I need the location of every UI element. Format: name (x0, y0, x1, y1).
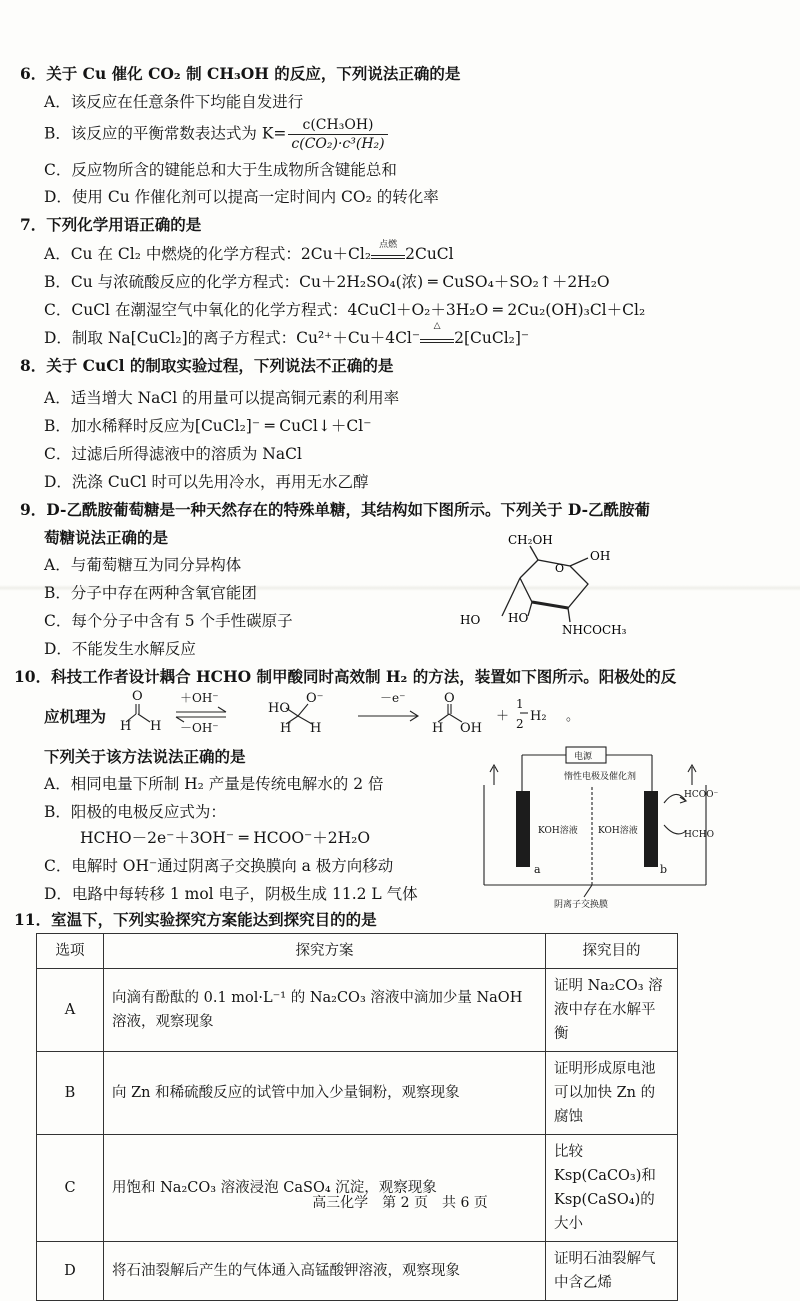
q9-molecule-structure (450, 530, 690, 650)
mech-o-minus: O⁻ (306, 691, 324, 706)
q7-stem: 7．下列化学用语正确的是 (20, 215, 202, 234)
header-aim: 探究目的 (546, 934, 678, 969)
table-row (37, 1135, 678, 1242)
q10-option-b-equation: HCHO－2e⁻＋3OH⁻ ═ HCOO⁻＋2H₂O (80, 829, 371, 847)
q10-option-a: A．相同电量下所制 H₂ 产量是传统电解水的 2 倍 (44, 775, 384, 793)
q11-stem: 11．室温下，下列实验探究方案能达到探究目的的是 (14, 910, 377, 929)
row-a-aim: 证明 Na₂CO₃ 溶液中存在水解平衡 (546, 969, 678, 1052)
q7-d-products: 2[CuCl₂]⁻ (454, 329, 530, 347)
mech-h-1b: H (150, 719, 162, 734)
q10-electrolysis-device (480, 745, 720, 910)
mech-oh-3: OH (460, 721, 482, 736)
q9-nhcoch3-label: NHCOCH₃ (562, 623, 627, 637)
q7-d-condition: △ (433, 321, 441, 331)
electrode-b (644, 791, 658, 867)
row-a-option: A (37, 969, 104, 1052)
page-footer: 高三化学 第 2 页 共 6 页 (312, 1195, 488, 1211)
electrode-a-label: a (534, 863, 541, 876)
q11-experiment-table (36, 933, 678, 1301)
table-row (37, 969, 678, 1052)
q7-option-a (44, 242, 454, 264)
q6-k-fraction (288, 117, 387, 152)
mech-plus: ＋ (496, 709, 510, 724)
q6-k-denominator: c(CO₂)·c³(H₂) (291, 136, 385, 152)
row-b-option: B (37, 1052, 104, 1135)
q6-k-numerator: c(CH₃OH) (288, 117, 387, 135)
mech-o-1: O (132, 689, 143, 704)
q10-option-b: B．阳极的电极反应式为： (44, 803, 226, 821)
q10-option-c: C．电解时 OH⁻通过阴离子交换膜向 a 极方向移动 (44, 857, 394, 875)
mech-h-3: H (432, 721, 444, 736)
q7-option-d (44, 321, 530, 348)
mech-h-1a: H (120, 719, 132, 734)
table-row (37, 1052, 678, 1135)
table-header-row (37, 934, 678, 969)
q9-option-b: B．分子中存在两种含氧官能团 (44, 584, 257, 602)
q9-stem-line1: 9．D-乙酰胺葡萄糖是一种天然存在的特殊单糖，其结构如下图所示。下列关于 D-乙酰胺葡 (20, 500, 651, 519)
q7-d-reactants: D．制取 Na[CuCl₂]的离子方程式：Cu²⁺＋Cu＋4Cl⁻ (44, 329, 421, 347)
mech-minus-oh: －OH⁻ (180, 721, 219, 735)
q6-option-d: D．使用 Cu 作催化剂可以提高一定时间内 CO₂ 的转化率 (44, 188, 439, 206)
q10-mechanism-label: 应机理为 (44, 707, 107, 726)
electrode-a (516, 791, 530, 867)
mech-h2: H₂ (530, 709, 547, 724)
q7-a-arrow (371, 240, 405, 259)
q6-option-b-prefix: B．该反应的平衡常数表达式为 K= (44, 124, 287, 143)
q9-ring-o-label: O (555, 562, 565, 575)
q10-mechanism-scheme (118, 688, 598, 738)
mech-h-2a: H (280, 721, 292, 736)
q9-option-d: D．不能发生水解反应 (44, 640, 196, 658)
row-d-aim: 证明石油裂解气中含乙烯 (546, 1242, 678, 1301)
q10-lead: 下列关于该方法说法正确的是 (44, 747, 246, 766)
q8-option-d: D．洗涤 CuCl 时可以先用冷水，再用无水乙醇 (44, 473, 369, 491)
q9-stem-line2: 萄糖说法正确的是 (44, 528, 169, 547)
electrode-b-label: b (660, 863, 668, 876)
inert-electrode-label: 惰性电极及催化剂 (564, 772, 637, 782)
q10-option-d: D．电路中每转移 1 mol 电子，阴极生成 11.2 L 气体 (44, 885, 418, 903)
koh-left-label: KOH溶液 (538, 826, 578, 836)
q7-a-reactants: A．Cu 在 Cl₂ 中燃烧的化学方程式：2Cu＋Cl₂ (44, 245, 372, 263)
row-a-plan: 向滴有酚酞的 0.1 mol·L⁻¹ 的 Na₂CO₃ 溶液中滴加少量 NaOH 溶液，观察现象 (104, 969, 546, 1052)
q6-option-c: C．反应物所含的键能总和大于生成物所含键能总和 (44, 161, 397, 179)
row-b-aim: 证明形成原电池可以加快 Zn 的腐蚀 (546, 1052, 678, 1135)
row-c-plan: 用饱和 Na₂CO₃ 溶液浸泡 CaSO₄ 沉淀，观察现象 (104, 1135, 546, 1242)
q7-option-c: C．CuCl 在潮湿空气中氧化的化学方程式：4CuCl＋O₂＋3H₂O ═ 2Cu₂(OH)₃Cl＋Cl₂ (44, 301, 646, 319)
q7-a-products: 2CuCl (405, 245, 454, 263)
row-c-option: C (37, 1135, 104, 1242)
mech-dot: 。 (566, 709, 580, 724)
q10-stem: 10．科技工作者设计耦合 HCHO 制甲酸同时高效制 H₂ 的方法，装置如下图所示。阳极处的反 (14, 667, 677, 686)
q8-option-c: C．过滤后所得滤液中的溶质为 NaCl (44, 445, 302, 463)
q9-option-c: C．每个分子中含有 5 个手性碳原子 (44, 612, 293, 630)
q7-d-arrow (420, 321, 454, 343)
mech-plus-oh: ＋OH⁻ (180, 691, 219, 705)
mech-half-num: 1 (516, 697, 524, 711)
mech-minus-e: －e⁻ (380, 691, 406, 705)
hcoo-label: HCOO⁻ (684, 790, 719, 800)
mech-o-3: O (444, 691, 455, 706)
row-d-option: D (37, 1242, 104, 1301)
q8-stem: 8．关于 CuCl 的制取实验过程，下列说法不正确的是 (20, 356, 394, 375)
header-plan: 探究方案 (104, 934, 546, 969)
header-option: 选项 (37, 934, 104, 969)
q6-stem: 6．关于 Cu 催化 CO₂ 制 CH₃OH 的反应，下列说法正确的是 (20, 64, 461, 83)
q8-option-b: B．加水稀释时反应为[CuCl₂]⁻ ═ CuCl↓＋Cl⁻ (44, 417, 372, 435)
q7-a-condition: 点燃 (379, 240, 398, 250)
mech-h-2b: H (310, 721, 322, 736)
q9-ch2oh-label: CH₂OH (508, 533, 553, 547)
q9-ho-label-2: HO (508, 611, 529, 625)
membrane-label: 阴离子交换膜 (554, 900, 609, 910)
q9-option-a: A．与葡萄糖互为同分异构体 (44, 556, 242, 574)
q8-option-a: A．适当增大 NaCl 的用量可以提高铜元素的利用率 (44, 389, 400, 407)
mech-ho: HO (268, 701, 290, 716)
q9-ho-label-1: HO (460, 613, 481, 627)
q9-oh-label: OH (590, 549, 611, 563)
koh-right-label: KOH溶液 (598, 826, 638, 836)
q6-option-a: A．该反应在任意条件下均能自发进行 (44, 93, 304, 111)
row-c-aim: 比较 Ksp(CaCO₃)和 Ksp(CaSO₄)的大小 (546, 1135, 678, 1242)
table-row (37, 1242, 678, 1301)
power-label: 电源 (574, 752, 593, 762)
hcho-label: HCHO (684, 830, 714, 840)
row-b-plan: 向 Zn 和稀硫酸反应的试管中加入少量铜粉，观察现象 (104, 1052, 546, 1135)
mech-half-den: 2 (516, 717, 524, 731)
row-d-plan: 将石油裂解后产生的气体通入高锰酸钾溶液，观察现象 (104, 1242, 546, 1301)
q7-option-b: B．Cu 与浓硫酸反应的化学方程式：Cu＋2H₂SO₄(浓) ═ CuSO₄＋SO₂↑＋2H₂O (44, 273, 610, 291)
q6-option-b (44, 117, 388, 152)
